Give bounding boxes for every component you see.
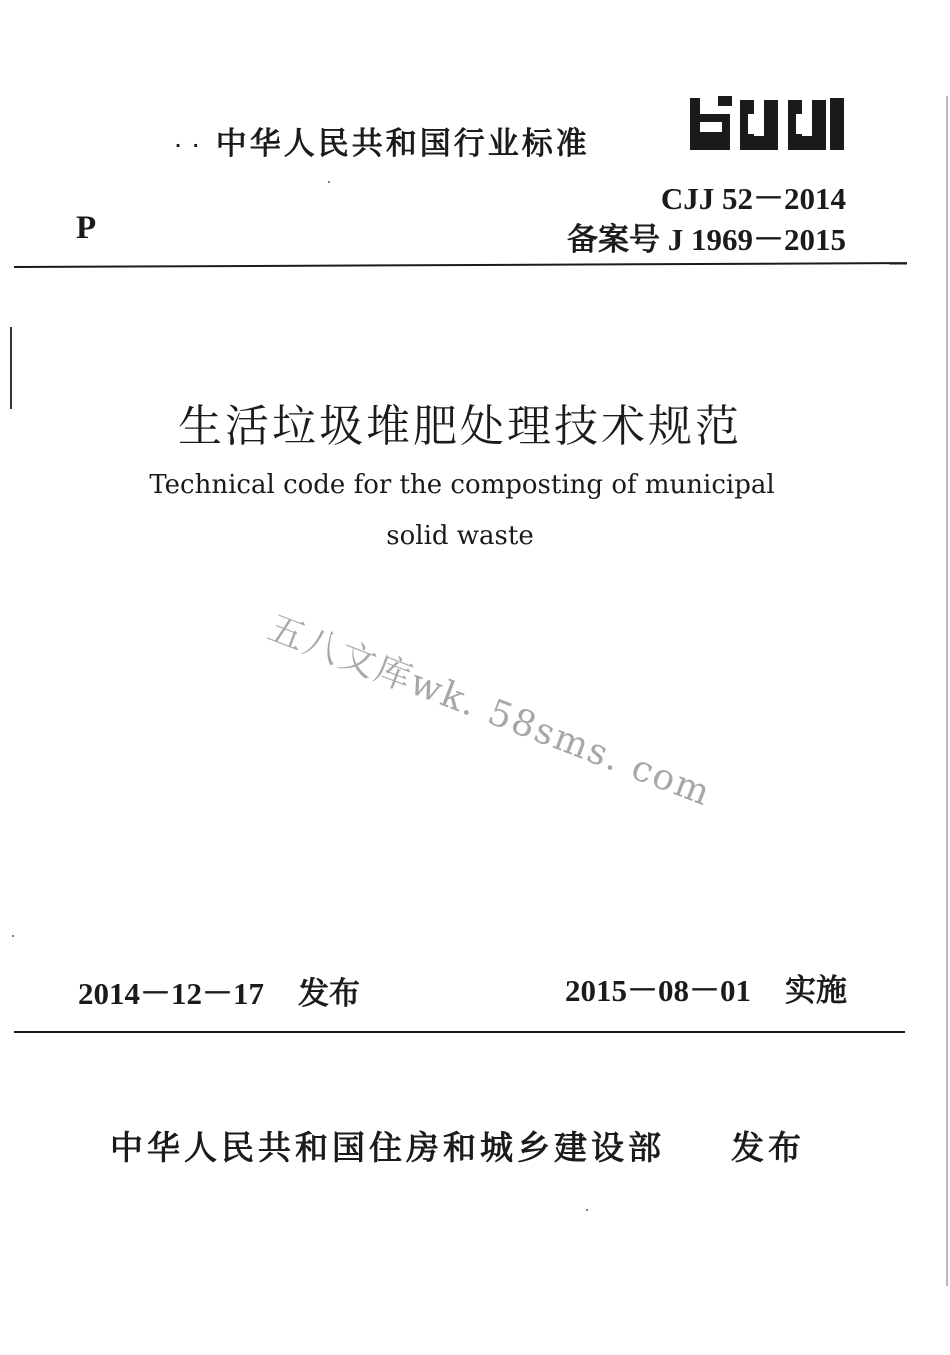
standard-type-line [175,118,590,163]
scan-edge-mark-left [10,327,12,409]
cjj-logo-icon [688,96,848,152]
document-title-english-line2: solid waste [386,521,534,551]
bottom-divider [14,1031,905,1033]
document-title-chinese: 生活垃圾堆肥处理技术规范 [178,401,742,452]
effective-date-line [565,965,847,1010]
standard-type-text: 中华人民共和国行业标准 [215,126,590,162]
document-title-english-line1: Technical code for the composting of municipal [149,470,775,500]
publisher-name: 中华人民共和国住房和城乡建设部 [110,1128,665,1167]
scan-speck [12,935,14,937]
watermark-text: 五八文库wk. 58sms. com [262,607,718,815]
issue-label: 发布 [298,976,360,1011]
publisher-line [110,1122,805,1169]
scan-edge-mark-right [946,96,948,1286]
effective-label: 实施 [785,973,847,1008]
category-letter: P [76,210,97,246]
scan-speck [586,1209,588,1211]
top-divider [14,262,907,268]
scan-speck [328,181,330,183]
record-number: 备案号 J 1969－2015 [567,222,846,257]
decorative-dots: · · [175,136,202,155]
effective-date: 2015－08－01 [565,973,751,1008]
publish-label: 发布 [731,1128,805,1167]
standard-code: CJJ 52－2014 [660,181,846,216]
issue-date-line [78,968,360,1013]
issue-date: 2014－12－17 [78,976,264,1011]
